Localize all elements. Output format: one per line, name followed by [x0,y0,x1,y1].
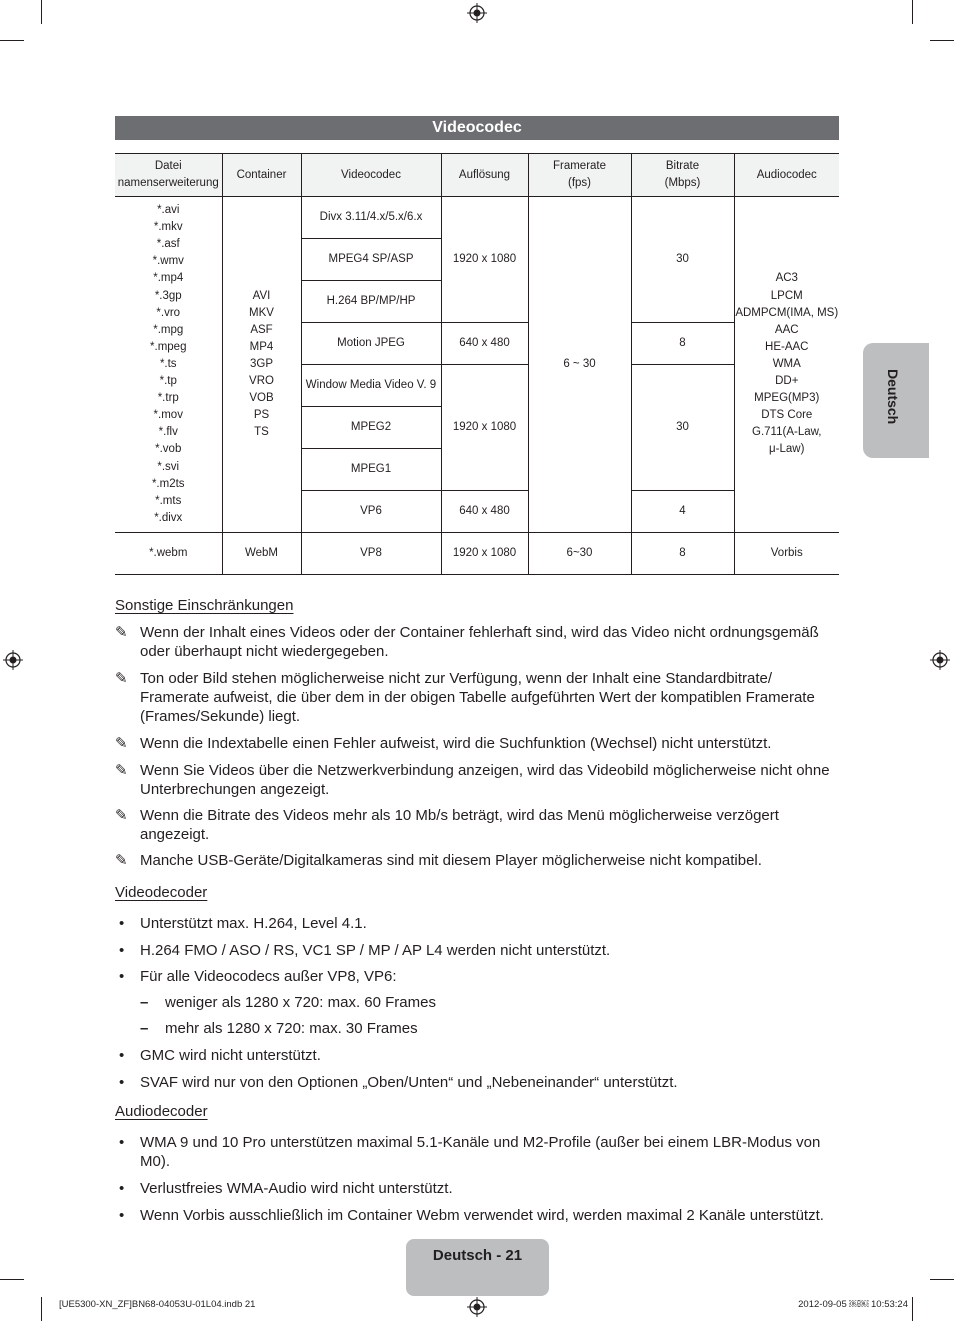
page-number-tab [406,1239,549,1296]
footer-timestamp: 2012-09-05 ￼￼ 10:53:24 [798,1299,908,1310]
footer-file-info: [UE5300-XN_ZF]BN68-04053U-01L04.indb 21 [59,1299,256,1310]
language-side-tab [863,343,929,458]
crop-mark [0,1279,24,1280]
codec-cell: MPEG4 SP/ASP [301,239,441,281]
list-item: • Für alle Videocodecs außer VP8, VP6: [119,968,397,985]
crop-mark [912,1297,913,1321]
registration-mark-icon [3,650,23,670]
webm-audio: Vorbis [734,533,839,575]
codec-cell: MPEG1 [301,449,441,491]
table-row [115,197,839,239]
header-videocodec: Videocodec [301,154,441,197]
dash-icon: – [140,994,149,1011]
pencil-note-icon: ✎ [115,762,128,779]
bullet-icon: • [119,1047,125,1064]
bullet-icon: • [119,1134,125,1151]
header-bitrate: Bitrate (Mbps) [631,154,734,197]
bullet-icon: • [119,1180,125,1197]
header-resolution: Auflösung [441,154,528,197]
webm-bitrate: 8 [631,533,734,575]
note-item: ✎ Wenn die Indextabelle einen Fehler aufweist, wird die Suchfunktion (Wechsel) nicht unterstützt. [115,735,772,752]
bullet-icon: • [119,942,125,959]
bitrate-cell: 30 [631,365,734,491]
list-item: • SVAF wird nur von den Optionen „Oben/Unten“ und „Nebeneinander“ unterstützt. [119,1074,678,1091]
section-heading: Audiodecoder [115,1103,208,1120]
resolution-cell: 640 x 480 [441,491,528,533]
webm-codec: VP8 [301,533,441,575]
video-codec-table [115,153,839,575]
note-item: ✎ Wenn Sie Videos über die Netzwerkverbindung anzeigen, wird das Videobild möglicherweise nicht ohne Unterbrechungen angezeigt. [115,762,830,798]
registration-mark-icon [930,650,950,670]
header-container: Container [222,154,301,197]
crop-mark [41,1297,42,1321]
webm-extension: *.webm [115,533,222,575]
crop-mark [41,0,42,24]
list-item: • Unterstützt max. H.264, Level 4.1. [119,915,367,932]
list-subitem: – mehr als 1280 x 720: max. 30 Frames [140,1020,418,1037]
bitrate-cell: 4 [631,491,734,533]
header-extension: Datei namenserweiterung [115,154,222,197]
audio-decoder-section [115,1102,839,1225]
list-item: • GMC wird nicht unterstützt. [119,1047,321,1064]
bullet-icon: • [119,1207,125,1224]
framerate-cell: 6 ~ 30 [528,197,631,533]
containers-cell: AVI MKV ASF MP4 3GP VRO VOB PS TS [222,197,301,533]
pencil-note-icon: ✎ [115,735,128,752]
header-framerate: Framerate (fps) [528,154,631,197]
codec-cell: Divx 3.11/4.x/5.x/6.x [301,197,441,239]
language-label: Deutsch [885,369,901,425]
codec-cell: VP6 [301,491,441,533]
header-audiocodec: Audiocodec [734,154,839,197]
pencil-note-icon: ✎ [115,807,128,824]
page-number: Deutsch - 21 [432,1247,523,1264]
crop-mark [930,1279,954,1280]
crop-mark [0,40,24,41]
bitrate-cell: 30 [631,197,734,323]
note-item: ✎ Wenn der Inhalt eines Videos oder der Container fehlerhaft sind, wird das Video nicht ordnungsgemäß oder überhaupt nicht wiedergegeben. [115,624,819,660]
webm-resolution: 1920 x 1080 [441,533,528,575]
codec-cell: H.264 BP/MP/HP [301,281,441,323]
dash-icon: – [140,1020,149,1037]
list-item: • Wenn Vorbis ausschließlich im Container Webm verwendet wird, werden maximal 2 Kanäle unterstützt. [119,1207,824,1224]
section-heading: Videodecoder [115,884,208,901]
webm-framerate: 6~30 [528,533,631,575]
audiocodec-cell: AC3 LPCM ADMPCM(IMA, MS) AAC HE-AAC WMA DD+ MPEG(MP3) DTS Core G.711(A-Law, μ-Law) [734,197,839,533]
note-item: ✎ Ton oder Bild stehen möglicherweise nicht zur Verfügung, wenn der Inhalt eine Standardbitrate/ Framerate aufweist, die über dem in der obigen Tabelle aufgeführten Wert der kompatiblen Framerate (Frames/Sekunde) liegt. [115,670,815,725]
list-item: • WMA 9 und 10 Pro unterstützen maximal 5.1-Kanäle und M2-Profile (außer bei einem LBR-Modus von M0). [119,1134,821,1170]
crop-mark [930,40,954,41]
pencil-note-icon: ✎ [115,624,128,641]
codec-cell: MPEG2 [301,407,441,449]
pencil-note-icon: ✎ [115,852,128,869]
list-item: • H.264 FMO / ASO / RS, VC1 SP / MP / AP L4 werden nicht unterstützt. [119,942,611,959]
list-item: • Verlustfreies WMA-Audio wird nicht unterstützt. [119,1180,453,1197]
resolution-cell: 1920 x 1080 [441,365,528,491]
bitrate-cell: 8 [631,323,734,365]
table-header-row [115,154,839,197]
bullet-icon: • [119,915,125,932]
codec-cell: Motion JPEG [301,323,441,365]
pencil-note-icon: ✎ [115,670,128,687]
crop-mark [912,0,913,24]
resolution-cell: 640 x 480 [441,323,528,365]
codec-cell: Window Media Video V. 9 [301,365,441,407]
note-item: ✎ Wenn die Bitrate des Videos mehr als 10 Mb/s beträgt, wird das Menü möglicherweise verzögert angezeigt. [115,807,779,843]
extensions-cell: *.avi *.mkv *.asf *.wmv *.mp4 *.3gp *.vro *.mpg *.mpeg *.ts *.tp *.trp *.mov *.flv *.vob *.svi *.m2ts *.mts *.divx [115,197,222,533]
registration-mark-icon [467,1297,487,1317]
webm-container: WebM [222,533,301,575]
section-heading: Sonstige Einschränkungen [115,597,294,614]
registration-mark-icon [467,3,487,23]
bullet-icon: • [119,968,125,985]
note-item: ✎ Manche USB-Geräte/Digitalkameras sind mit diesem Player möglicherweise nicht kompatibel. [115,852,762,869]
list-subitem: – weniger als 1280 x 720: max. 60 Frames [140,994,436,1011]
table-row [115,533,839,575]
section-banner: Videocodec [115,116,839,140]
other-restrictions-section [115,596,839,870]
resolution-cell: 1920 x 1080 [441,197,528,323]
bullet-icon: • [119,1074,125,1091]
video-decoder-section [115,883,839,1092]
